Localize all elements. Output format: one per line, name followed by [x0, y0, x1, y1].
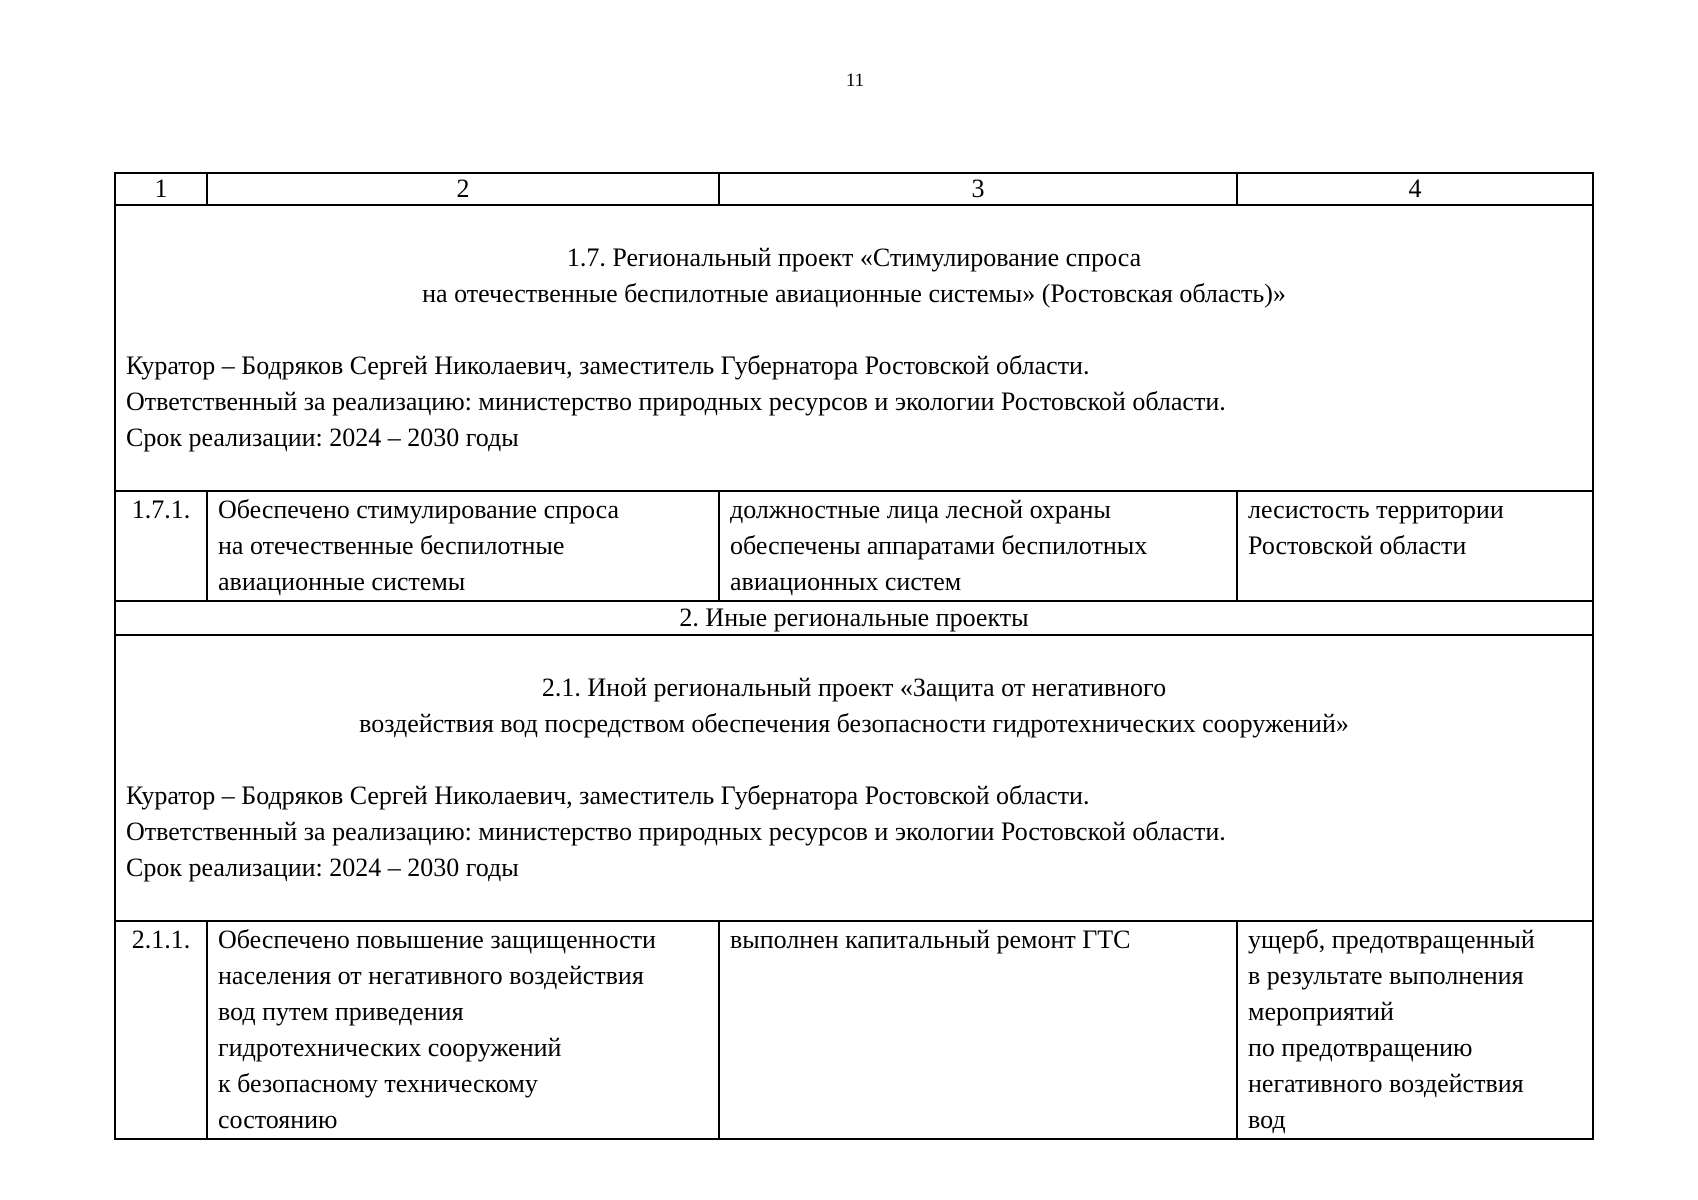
- effect-text: выполнен капитальный ремонт ГТС: [730, 925, 1131, 954]
- subheading: 2. Иные региональные проекты: [115, 601, 1593, 635]
- column-number: 1: [115, 173, 207, 205]
- table-row: [115, 921, 1593, 1139]
- section-header-row: [115, 635, 1593, 921]
- indicator-text: ущерб, предотвращенный в результате выполнения мероприятий по предотвращению негативного воздействия вод: [1248, 925, 1535, 1134]
- section-title-line: на отечественные беспилотные авиационные системы» (Ростовская область)»: [422, 279, 1286, 308]
- column-number-row: [115, 173, 1593, 205]
- indicator-cell: [1237, 491, 1593, 601]
- column-number: 4: [1237, 173, 1593, 205]
- effect-cell: [719, 921, 1237, 1139]
- row-number: 2.1.1.: [115, 921, 207, 1139]
- section-title-line: воздействия вод посредством обеспечения безопасности гидротехнических сооружений»: [359, 709, 1349, 738]
- subheading-row: [115, 601, 1593, 635]
- task-cell: [207, 491, 719, 601]
- indicator-cell: [1237, 921, 1593, 1139]
- table-row: [115, 491, 1593, 601]
- term-line: Срок реализации: 2024 – 2030 годы: [126, 853, 519, 882]
- task-cell: [207, 921, 719, 1139]
- effect-cell: [719, 491, 1237, 601]
- section-block: [115, 205, 1593, 491]
- indicator-text: лесистость территории Ростовской области: [1248, 495, 1504, 560]
- task-text: Обеспечено стимулирование спроса на отечественные беспилотные авиационные системы: [218, 495, 620, 596]
- page-number: 11: [845, 70, 865, 91]
- term-line: Срок реализации: 2024 – 2030 годы: [126, 423, 519, 452]
- row-number: 1.7.1.: [115, 491, 207, 601]
- effect-text: должностные лица лесной охраны обеспечены аппаратами беспилотных авиационных систем: [730, 495, 1148, 596]
- responsible-line: Ответственный за реализацию: министерство природных ресурсов и экологии Ростовской области.: [126, 817, 1226, 846]
- section-title-line: 1.7. Региональный проект «Стимулирование спроса: [566, 243, 1142, 272]
- responsible-line: Ответственный за реализацию: министерство природных ресурсов и экологии Ростовской области.: [126, 387, 1226, 416]
- curator-line: Куратор – Бодряков Сергей Николаевич, заместитель Губернатора Ростовской области.: [126, 781, 1090, 810]
- curator-line: Куратор – Бодряков Сергей Николаевич, заместитель Губернатора Ростовской области.: [126, 351, 1090, 380]
- section-block: [115, 635, 1593, 921]
- projects-table: [114, 172, 1594, 1140]
- column-number: 2: [207, 173, 719, 205]
- column-number: 3: [719, 173, 1237, 205]
- section-title-line: 2.1. Иной региональный проект «Защита от негативного: [541, 673, 1167, 702]
- section-header-row: [115, 205, 1593, 491]
- task-text: Обеспечено повышение защищенности населения от негативного воздействия вод путем приведения гидротехнических сооружений к безопасному техническому состоянию: [218, 925, 656, 1134]
